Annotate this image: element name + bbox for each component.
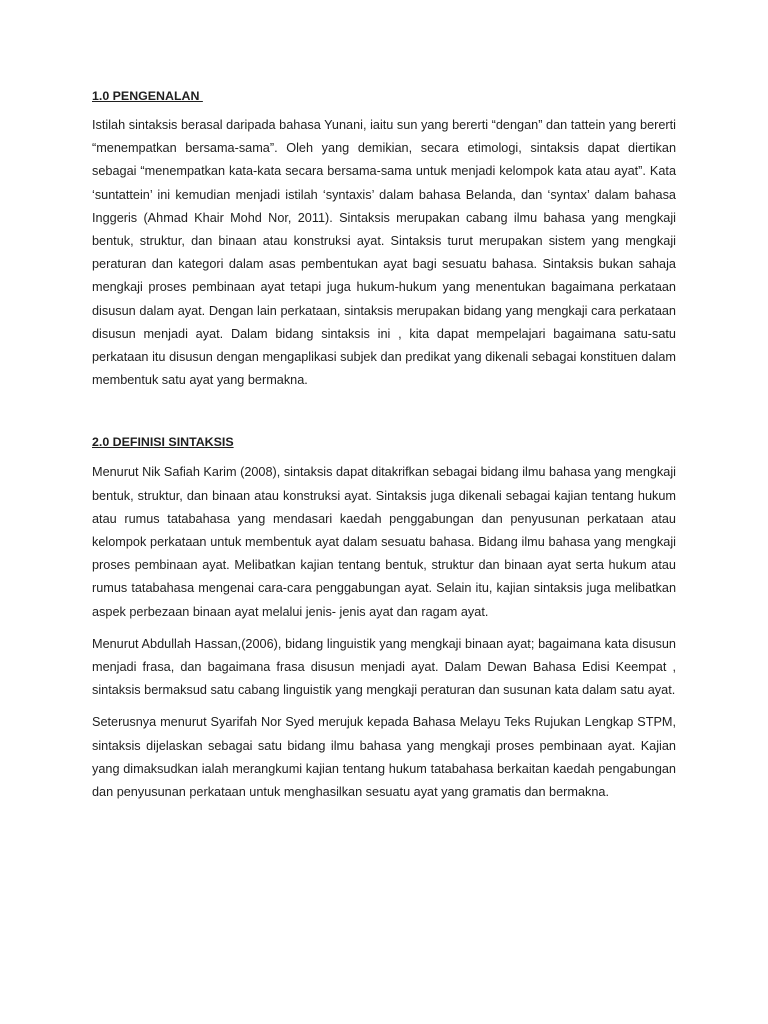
document-page	[92, 86, 676, 804]
paragraph-definisi-nik-safiah: Menurut Nik Safiah Karim (2008), sintaksis dapat ditakrifkan sebagai bidang ilmu bahasa yang mengkaji bentuk, struktur, dan binaan atau konstruksi ayat. Sintaksis juga dikenali sebagai kajian tentang hukum atau rumus tatabahasa yang mendasari kaedah penggabungan dan penyusunan perkataan atau kelompok perkataan untuk membentuk ayat dalam sesuatu bahasa. Bidang ilmu bahasa yang mengkaji proses pembinaan ayat. Melibatkan kajian tentang bentuk, struktur dan binaan ayat serta hukum atau rumus tatabahasa mengenai cara-cara penggabungan ayat. Selain itu, kajian sintaksis juga melibatkan aspek perbezaan binaan ayat melalui jenis- jenis ayat dan ragam ayat.	[92, 465, 676, 619]
paragraph-definisi-syarifah-nor-syed: Seterusnya menurut Syarifah Nor Syed merujuk kepada Bahasa Melayu Teks Rujukan Lengkap STPM, sintaksis dijelaskan sebagai satu bidang ilmu bahasa yang mengkaji proses pembinaan ayat. Kajian yang dimaksudkan ialah merangkumi kajian tentang hukum tatabahasa berkaitan kaedah pengabungan dan penyusunan perkataan untuk menghasilkan sesuatu ayat yang gramatis dan bermakna.	[92, 715, 676, 800]
section-heading-definisi-sintaksis: 2.0 DEFINISI SINTAKSIS	[92, 435, 234, 450]
paragraph-pengenalan: Istilah sintaksis berasal daripada bahasa Yunani, iaitu sun yang bererti “dengan” dan tattein yang bererti “menempatkan bersama-sama”. Oleh yang demikian, secara etimologi, sintaksis dapat diertikan sebagai “menempatkan kata-kata secara bersama-sama untuk menjadi kelompok kata atau ayat”. Kata ‘suntattein’ ini kemudian menjadi istilah ‘syntaxis’ dalam bahasa Belanda, dan ‘syntax’ dalam bahasa Inggeris (Ahmad Khair Mohd Nor, 2011). Sintaksis merupakan cabang ilmu bahasa yang mengkaji bentuk, struktur, dan binaan atau konstruksi ayat. Sintaksis turut merupakan sistem yang mengkaji peraturan dan kategori dalam asas pembentukan ayat bagi sesuatu bahasa. Sintaksis bukan sahaja mengkaji proses pembinaan ayat tetapi juga hukum-hukum yang menentukan bagaimana perkataan disusun dalam ayat. Dengan lain perkataan, sintaksis merupakan bidang yang mengkaji cara perkataan disusun menjadi ayat. Dalam bidang sintaksis ini , kita dapat mempelajari bagaimana satu-satu perkataan itu disusun dengan mengaplikasi subjek dan predikat yang dikenali sebagai konstituen dalam membentuk satu ayat yang bermakna.	[92, 118, 676, 388]
section-heading-pengenalan: 1.0 PENGENALAN	[92, 89, 203, 103]
paragraph-definisi-abdullah-hassan: Menurut Abdullah Hassan,(2006), bidang linguistik yang mengkaji binaan ayat; bagaimana kata disusun menjadi frasa, dan bagaimana frasa disusun menjadi ayat. Dalam Dewan Bahasa Edisi Keempat , sintaksis bermaksud satu cabang linguistik yang mengkaji peraturan dan susunan kata dalam satu ayat.	[92, 636, 676, 698]
